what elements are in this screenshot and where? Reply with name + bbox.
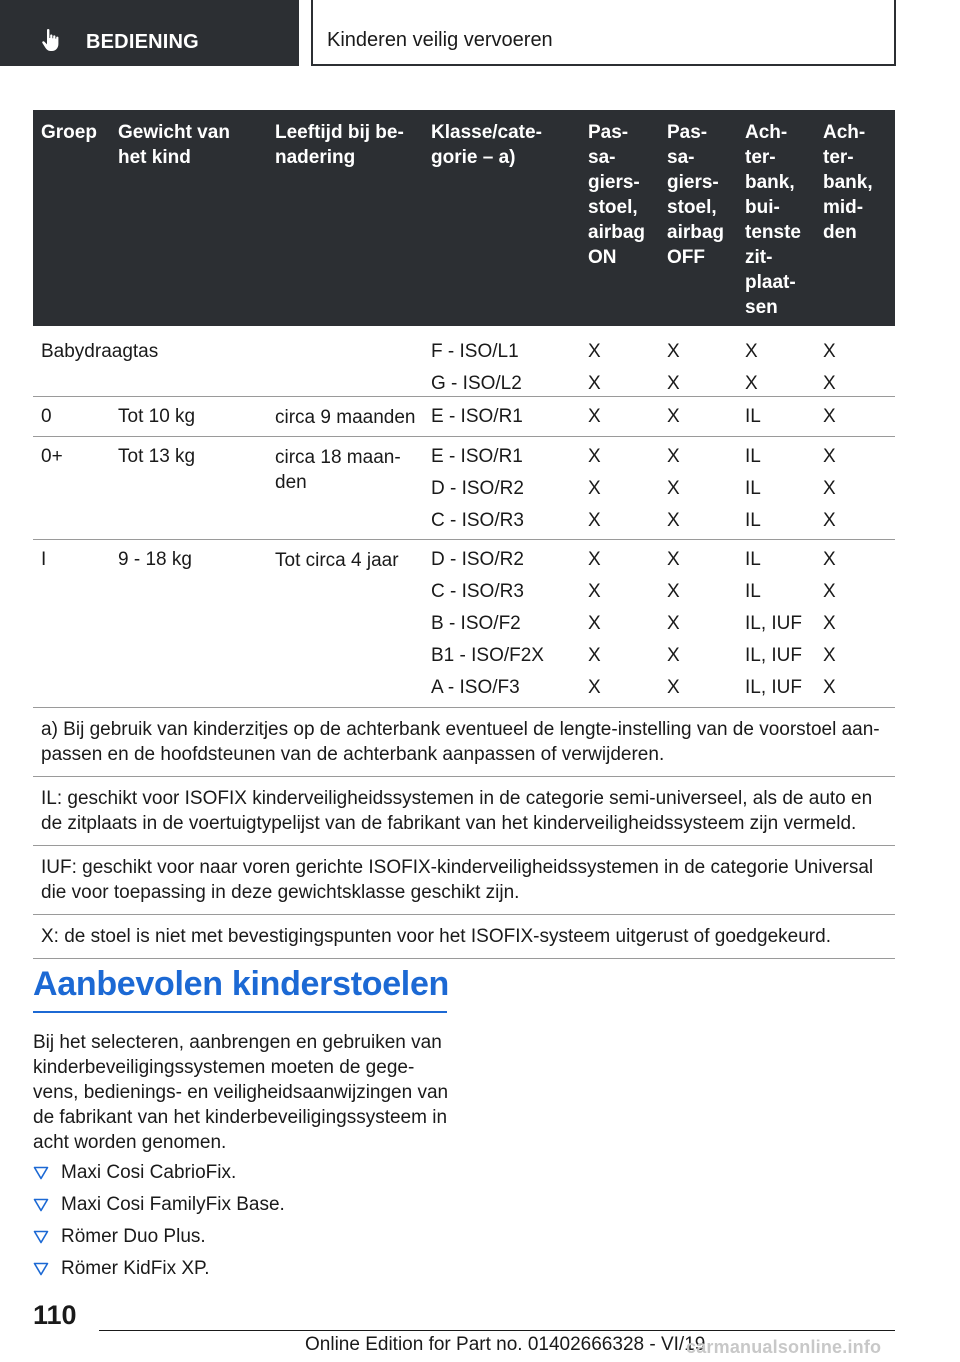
- heading-underline: [33, 1011, 447, 1013]
- cell-airbag-off: X X X X X: [667, 549, 680, 698]
- list-item: [33, 1256, 453, 1288]
- col-header-airbag-on: Pas- sa- giers- stoel, airbag ON: [588, 122, 646, 268]
- cell-gewicht: Tot 13 kg: [118, 446, 196, 467]
- cell-achterbank-midden: X X: [823, 341, 836, 394]
- cell-leeftijd: circa 18 maan- den: [275, 447, 401, 493]
- cell-airbag-on: X X: [588, 341, 601, 394]
- cell-groep: Babydraagtas: [41, 341, 159, 362]
- cell-leeftijd: Tot circa 4 jaar: [275, 550, 399, 571]
- cell-achterbank-buitenste: X X: [745, 341, 758, 394]
- chapter-title: Kinderen veilig vervoeren: [327, 29, 553, 51]
- cell-achterbank-midden: X: [823, 406, 836, 427]
- table-note: IUF: geschikt voor naar voren gerichte ISOFIX-kinderveiligheidssystemen in de categorie Universal die voor toepassing in deze gewichtsklasse geschikt zijn.: [33, 846, 895, 915]
- list-item-label: Maxi Cosi CabrioFix.: [61, 1162, 237, 1183]
- cell-klasse: F - ISO/L1 G - ISO/L2: [431, 341, 522, 394]
- cell-groep: I: [41, 549, 47, 570]
- cell-airbag-on: X X X: [588, 446, 601, 531]
- cell-airbag-on: X: [588, 406, 601, 427]
- section-tab: [0, 0, 299, 66]
- col-header-achterbank-midden: Ach- ter- bank, mid- den: [823, 122, 873, 243]
- cell-airbag-off: X: [667, 406, 680, 427]
- col-header-airbag-off: Pas- sa- giers- stoel, airbag OFF: [667, 122, 725, 268]
- chapter-box: [311, 0, 896, 66]
- cell-achterbank-buitenste: IL: [745, 406, 761, 427]
- list-item-label: Römer Duo Plus.: [61, 1226, 206, 1247]
- cell-airbag-off: X X: [667, 341, 680, 394]
- section-heading: Aanbevolen kinderstoelen: [33, 965, 450, 1003]
- col-header-leeftijd: Leeftijd bij be- nadering: [275, 122, 404, 168]
- table-row: [33, 326, 895, 397]
- cell-airbag-on: X X X X X: [588, 549, 601, 698]
- list-item: [33, 1192, 453, 1224]
- footer-rule: [99, 1330, 895, 1331]
- list-item-label: Römer KidFix XP.: [61, 1258, 210, 1279]
- triangle-bullet-icon: [33, 1166, 49, 1180]
- cell-achterbank-buitenste: IL IL IL, IUF IL, IUF IL, IUF: [745, 549, 803, 698]
- child-seat-table: [33, 110, 895, 959]
- table-note: X: de stoel is niet met bevestigingspunten voor het ISOFIX-systeem uitgerust of goedgekeurd.: [33, 915, 895, 959]
- cell-leeftijd: circa 9 maanden: [275, 407, 416, 428]
- cell-klasse: D - ISO/R2 C - ISO/R3 B - ISO/F2 B1 - ISO/F2X A - ISO/F3: [431, 549, 544, 698]
- cell-achterbank-midden: X X X: [823, 446, 836, 531]
- table-row: [33, 540, 895, 708]
- cell-klasse: E - ISO/R1: [431, 406, 523, 427]
- cell-klasse: E - ISO/R1 D - ISO/R2 C - ISO/R3: [431, 446, 524, 531]
- page-number: 110: [33, 1300, 77, 1330]
- table-note: IL: geschikt voor ISOFIX kinderveiligheidssystemen in de categorie semi-universeel, als de auto en de zitplaats in de voertuigtypelijst van de fabrikant van het kinderveiligheidssysteem zijn vermeld.: [33, 777, 895, 846]
- cell-gewicht: Tot 10 kg: [118, 406, 196, 427]
- hand-touch-icon: [38, 27, 64, 53]
- table-header: [33, 110, 895, 326]
- table-row: [33, 437, 895, 540]
- cell-groep: 0: [41, 406, 52, 427]
- col-header-klasse: Klasse/cate- gorie – a): [431, 122, 542, 168]
- triangle-bullet-icon: [33, 1262, 49, 1276]
- cell-achterbank-buitenste: IL IL IL: [745, 446, 761, 531]
- list-item: [33, 1160, 453, 1192]
- section-label: BEDIENING: [86, 31, 199, 53]
- cell-gewicht: 9 - 18 kg: [118, 549, 192, 570]
- col-header-gewicht: Gewicht van het kind: [118, 122, 230, 168]
- triangle-bullet-icon: [33, 1230, 49, 1244]
- section-intro: Bij het selecteren, aanbrengen en gebruiken van kinderbeveiligingssystemen moeten de gege-vens, bedienings- en veiligheidsaanwijzingen van de fabrikant van het kinderbeveiligingssysteem in acht worden genomen.: [33, 1032, 449, 1153]
- list-item: [33, 1224, 453, 1256]
- watermark: carmanualsonline.info: [686, 1337, 882, 1357]
- cell-groep: 0+: [41, 446, 63, 467]
- cell-achterbank-midden: X X X X X: [823, 549, 836, 698]
- cell-airbag-off: X X X: [667, 446, 680, 531]
- col-header-groep: Groep: [41, 122, 97, 143]
- page-header: [0, 0, 960, 66]
- table-note: a) Bij gebruik van kinderzitjes op de achterbank eventueel de lengte-instelling van de voorstoel aan-passen en de hoofdsteunen van de achterbank aanpassen of verwijderen.: [33, 708, 895, 777]
- recommended-seat-list: [33, 1160, 453, 1288]
- triangle-bullet-icon: [33, 1198, 49, 1212]
- list-item-label: Maxi Cosi FamilyFix Base.: [61, 1194, 285, 1215]
- footer-edition: Online Edition for Part no. 01402666328 - VI/19: [305, 1334, 706, 1355]
- col-header-achterbank-buitenste: Ach- ter- bank, bui- tenste zit- plaat- sen: [745, 122, 801, 318]
- table-row: [33, 397, 895, 437]
